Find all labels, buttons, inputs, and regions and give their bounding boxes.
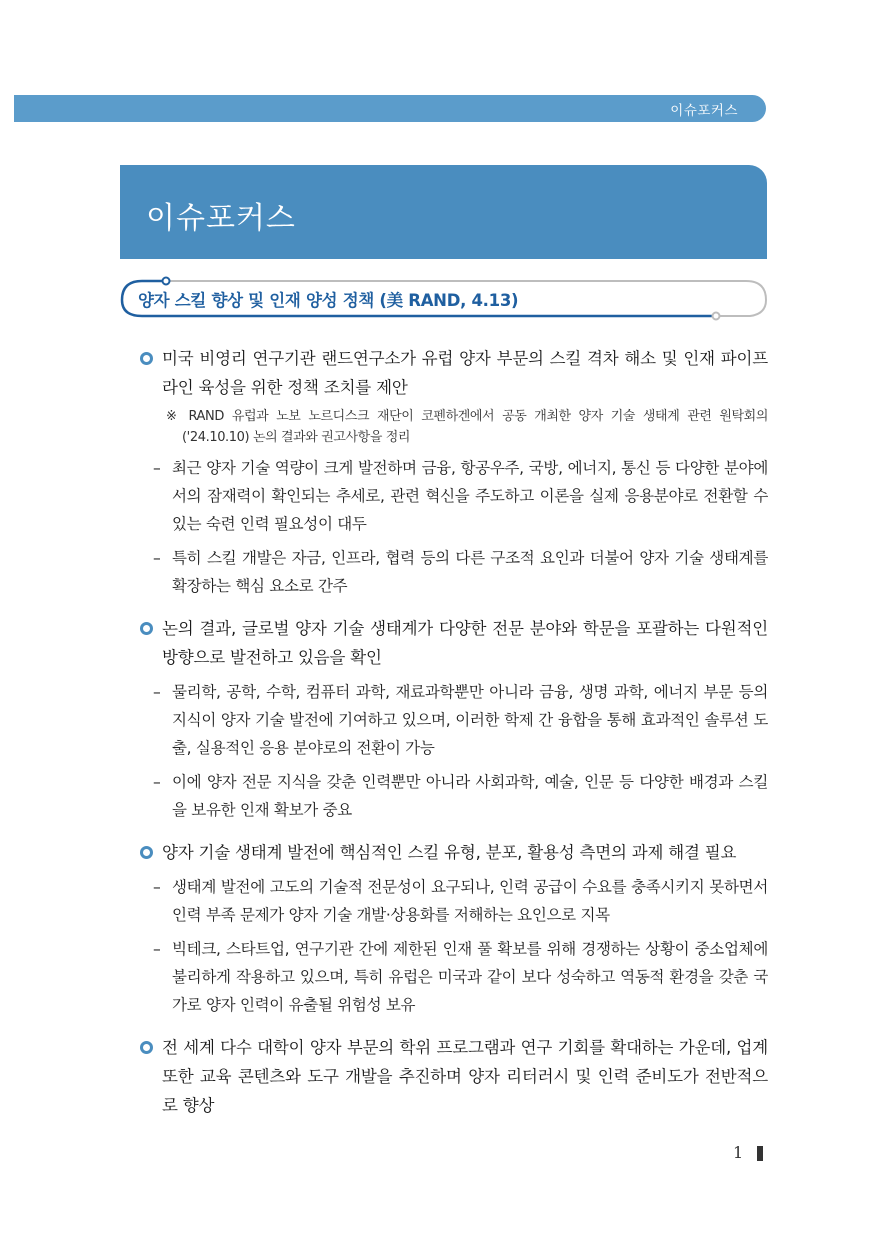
bullet-item [140,614,768,672]
circle-bullet-icon [140,352,153,365]
circle-bullet-icon [140,846,153,859]
article-subtitle: 양자 스킬 향상 및 인재 양성 정책 (美 RAND, 4.13) [138,291,519,310]
bullet-text: 전 세계 다수 대학이 양자 부문의 학위 프로그램과 연구 기회를 확대하는 가운데, 업계 또한 교육 콘텐츠와 도구 개발을 추진하며 양자 리터러시 및 인력 준비도가 전반적으로 향상 [162,1038,768,1115]
dash-icon: – [153,549,161,567]
sub-item-text: 이에 양자 전문 지식을 갖춘 인력뿐만 아니라 사회과학, 예술, 인문 등 다양한 배경과 스킬을 보유한 인재 확보가 중요 [172,773,768,819]
sub-item-text: 최근 양자 기술 역량이 크게 발전하며 금융, 항공우주, 국방, 에너지, 통신 등 다양한 분야에서의 잠재력이 확인되는 추세로, 관련 혁신을 주도하고 이론을 실제 응용분야로 전환할 수 있는 숙련 인력 필요성이 대두 [172,459,768,533]
article-subtitle-frame [120,276,770,324]
dash-icon: – [153,878,161,896]
bullet-item [140,1033,768,1120]
circle-bullet-icon [140,622,153,635]
page-number: 1 [733,1143,744,1162]
sub-item-text: 특히 스킬 개발은 자금, 인프라, 협력 등의 다른 구조적 요인과 더불어 양자 기술 생태계를 확장하는 핵심 요소로 간주 [172,549,768,595]
sub-item-text: 생태계 발전에 고도의 기술적 전문성이 요구되나, 인력 공급이 수요를 충족시키지 못하면서 인력 부족 문제가 양자 기술 개발·상용화를 저해하는 요인으로 지목 [172,878,768,924]
sub-item [140,544,768,600]
page-title: 이슈포커스 [146,201,296,236]
article-body [140,344,768,1120]
page-marker-bar [757,1146,763,1161]
bullet-text: 미국 비영리 연구기관 랜드연구소가 유럽 양자 부문의 스킬 격차 해소 및 인재 파이프라인 육성을 위한 정책 조치를 제안 [162,349,768,397]
bullet-item [140,838,768,867]
sub-item [140,768,768,824]
sub-item [140,873,768,929]
dash-icon: – [153,940,161,958]
title-banner [120,165,767,259]
sub-item-text: 물리학, 공학, 수학, 컴퓨터 과학, 재료과학뿐만 아니라 금융, 생명 과학, 에너지 부문 등의 지식이 양자 기술 발전에 기여하고 있으며, 이러한 학제 간 융합을 통해 효과적인 솔루션 도출, 실용적인 응용 분야로의 전환이 가능 [172,683,768,757]
bullet-item [140,344,768,402]
section-header-band [14,95,766,122]
sub-item [140,454,768,538]
dash-icon: – [153,683,161,701]
circle-bullet-icon [140,1041,153,1054]
bullet-text: 양자 기술 생태계 발전에 핵심적인 스킬 유형, 분포, 활용성 측면의 과제 해결 필요 [162,843,737,862]
dash-icon: – [153,773,161,791]
dash-icon: – [153,459,161,477]
sub-item [140,935,768,1019]
bullet-text: 논의 결과, 글로벌 양자 기술 생태계가 다양한 전문 분야와 학문을 포괄하는 다원적인 방향으로 발전하고 있음을 확인 [162,619,768,667]
section-label: 이슈포커스 [670,103,738,119]
reference-note: ※ RAND 유럽과 노보 노르디스크 재단이 코펜하겐에서 공동 개최한 양자 기술 생태계 관련 원탁회의('24.10.10) 논의 결과와 권고사항을 정리 [166,409,768,445]
sub-item [140,678,768,762]
sub-item-text: 빅테크, 스타트업, 연구기관 간에 제한된 인재 풀 확보를 위해 경쟁하는 상황이 중소업체에 불리하게 작용하고 있으며, 특히 유럽은 미국과 같이 보다 성숙하고 역동적 환경을 갖춘 국가로 양자 인력이 유출될 위험성 보유 [172,940,768,1014]
